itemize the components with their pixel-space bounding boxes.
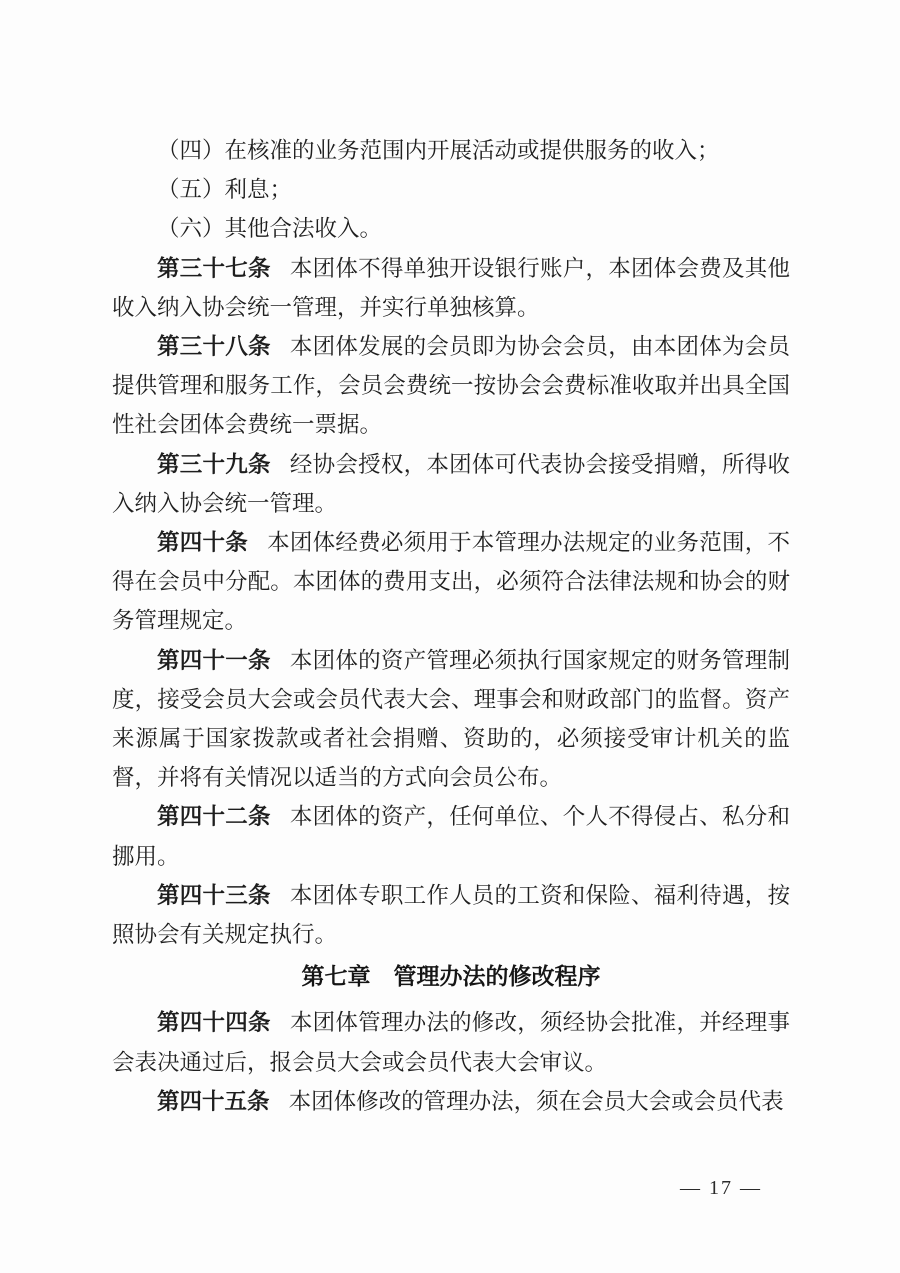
article-number: 第四十条	[157, 530, 248, 556]
paragraph-text: 本团体发展的会员即为协会会员，由本团体为会员提供管理和服务工作，会员会费统一按协会会费标准收取并出具全国性社会团体会费统一票据。	[112, 334, 790, 438]
paragraph-text: （四）在核准的业务范围内开展活动或提供服务的收入；	[157, 138, 720, 163]
paragraph-text: 本团体的资产管理必须执行国家规定的财务管理制度，接受会员大会或会员代表大会、理事会和财政部门的监督。资产来源属于国家拨款或者社会捐赠、资助的，必须接受审计机关的监督，并将有关情况以适当的方式向会员公布。	[112, 647, 790, 791]
paragraph	[112, 1082, 790, 1121]
paragraph	[112, 209, 790, 248]
article-number: 第三十九条	[157, 451, 271, 477]
document-body	[112, 131, 790, 1121]
paragraph-text: 经协会授权，本团体可代表协会接受捐赠，所得收入纳入协会统一管理。	[112, 451, 790, 516]
paragraph	[112, 797, 790, 875]
article-number: 第四十二条	[157, 804, 271, 830]
paragraph	[112, 1003, 790, 1081]
paragraph-text: 本团体的资产，任何单位、个人不得侵占、私分和挪用。	[112, 804, 790, 869]
page-number: — 17 —	[680, 1177, 762, 1199]
article-number: 第三十八条	[157, 334, 271, 360]
article-number: 第四十五条	[157, 1088, 270, 1114]
paragraph	[112, 445, 790, 523]
article-number: 第四十一条	[157, 647, 271, 673]
paragraph-text: （五）利息；	[157, 177, 293, 203]
article-number: 第四十三条	[157, 882, 271, 908]
page-footer	[652, 1149, 762, 1227]
paragraph-text: 本团体经费必须用于本管理办法规定的业务范围，不得在会员中分配。本团体的费用支出，必须符合法律法规和协会的财务管理规定。	[112, 530, 790, 634]
paragraph	[112, 327, 790, 445]
paragraph-text: （六）其他合法收入。	[157, 216, 383, 242]
paragraph	[112, 249, 790, 327]
paragraph	[112, 641, 790, 798]
paragraph	[112, 876, 790, 954]
paragraph-text: 本团体修改的管理办法，须在会员大会或会员代表	[288, 1088, 784, 1114]
paragraph	[112, 170, 790, 209]
article-number: 第四十四条	[157, 1010, 271, 1036]
paragraph-text: 本团体专职工作人员的工资和保险、福利待遇，按照协会有关规定执行。	[112, 882, 790, 948]
paragraph	[112, 131, 790, 170]
paragraph-text: 本团体不得单独开设银行账户，本团体会费及其他收入纳入协会统一管理，并实行单独核算。	[112, 255, 790, 320]
article-number: 第三十七条	[157, 255, 271, 281]
paragraph	[112, 523, 790, 641]
paragraph-text: 本团体管理办法的修改，须经协会批准，并经理事会表决通过后，报会员大会或会员代表大会审议。	[112, 1010, 790, 1075]
chapter-heading: 第七章 管理办法的修改程序	[301, 963, 601, 990]
